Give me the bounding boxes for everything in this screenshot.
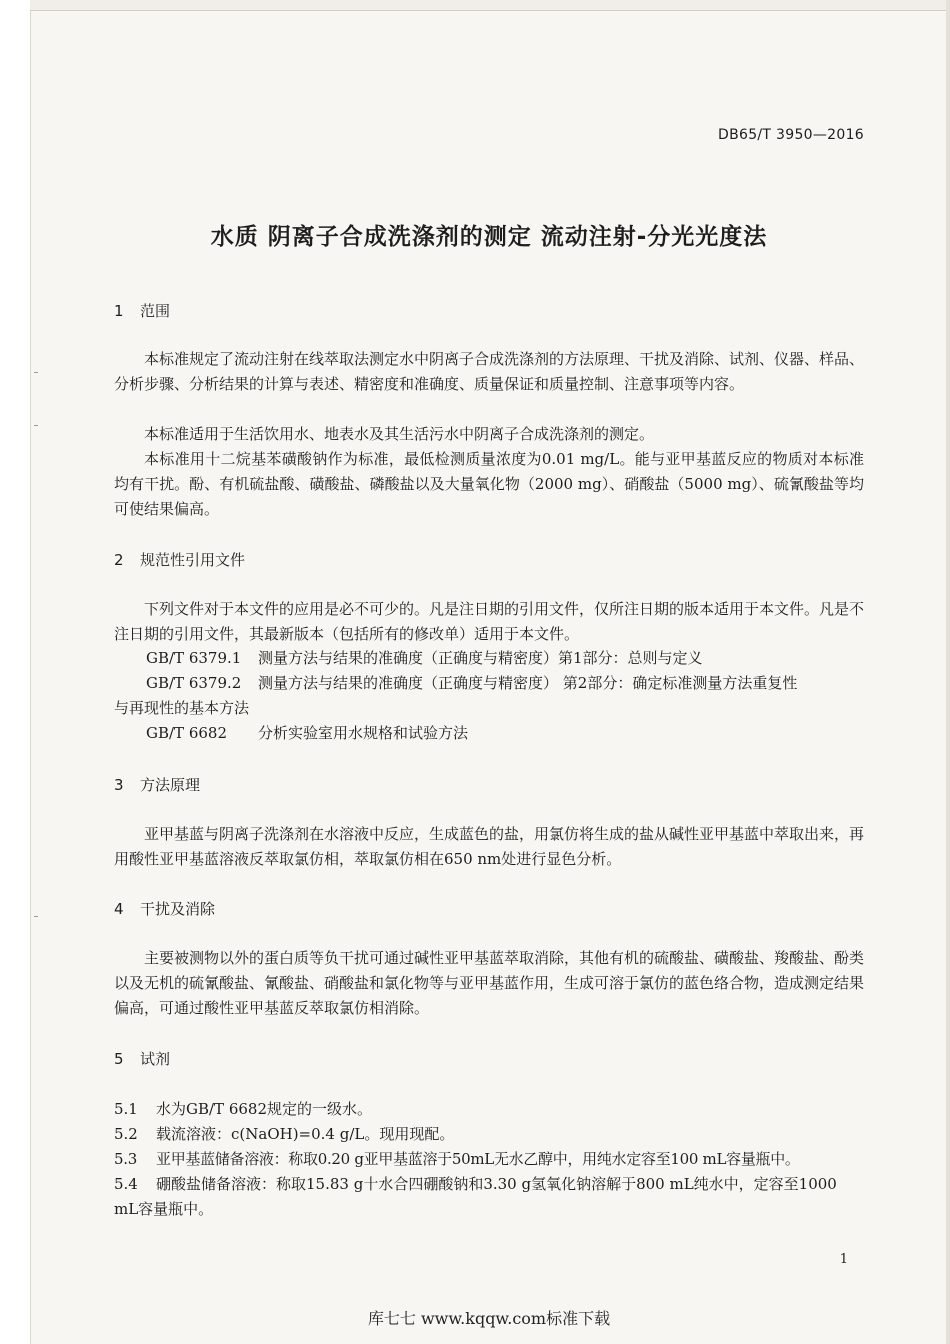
reagent-text: 水为GB/T 6682规定的一级水。 <box>156 1100 373 1118</box>
reagent-number: 5.4 <box>114 1175 138 1193</box>
reference-code: GB/T 6379.2 <box>146 674 242 692</box>
section-heading-reagents <box>114 1048 170 1069</box>
reagent-number: 5.1 <box>114 1100 138 1118</box>
section-heading-scope <box>114 300 170 321</box>
reference-item <box>146 646 703 671</box>
reference-item <box>146 721 468 746</box>
references-intro: 下列文件对于本文件的应用是必不可少的。凡是注日期的引用文件，仅所注日期的版本适用于本文件。凡是不注日期的引用文件，其最新版本（包括所有的修改单）适用于本文件。 <box>114 600 865 643</box>
section-number: 2 <box>114 551 124 569</box>
reference-item <box>146 671 797 696</box>
document-code: DB65/T 3950—2016 <box>718 127 864 143</box>
reagent-text: 亚甲基蓝储备溶液：称取0.20 g亚甲基蓝溶于50mL无水乙醇中，用纯水定容至100 mL容量瓶中。 <box>156 1150 800 1168</box>
principle-paragraph: 亚甲基蓝与阴离子洗涤剂在水溶液中反应，生成蓝色的盐，用氯仿将生成的盐从碱性亚甲基蓝中萃取出来，再用酸性亚甲基蓝溶液反萃取氯仿相，萃取氯仿相在650 nm处进行显色分析。 <box>114 825 865 868</box>
reagent-item <box>114 1097 864 1122</box>
reference-title-continued: 与再现性的基本方法 <box>114 699 250 717</box>
reagent-number: 5.2 <box>114 1125 138 1143</box>
scan-mark <box>34 916 38 917</box>
scope-paragraph: 本标准适用于生活饮用水、地表水及其生活污水中阴离子合成洗涤剂的测定。 <box>144 425 655 443</box>
section-heading-references <box>114 549 245 570</box>
reagent-text: 载流溶液：c(NaOH)=0.4 g/L。现用现配。 <box>156 1125 455 1143</box>
section-heading-principle <box>114 774 200 795</box>
reference-title: 分析实验室用水规格和试验方法 <box>258 724 469 742</box>
page-right-edge <box>946 0 950 1344</box>
reagent-item <box>114 1147 864 1172</box>
section-number: 4 <box>114 900 124 918</box>
scan-mark <box>34 425 38 426</box>
scope-paragraph: 本标准规定了流动注射在线萃取法测定水中阴离子合成洗涤剂的方法原理、干扰及消除、试剂、仪器、样品、分析步骤、分析结果的计算与表述、精密度和准确度、质量保证和质量控制、注意事项等内容。 <box>114 350 865 393</box>
section-title: 方法原理 <box>140 776 201 794</box>
page-top-edge <box>30 0 948 11</box>
reagent-item <box>114 1122 864 1147</box>
section-number: 3 <box>114 776 124 794</box>
reagent-item <box>114 1172 864 1222</box>
interference-paragraph: 主要被测物以外的蛋白质等负干扰可通过碱性亚甲基蓝萃取消除，其他有机的硫酸盐、磺酸盐、羧酸盐、酚类以及无机的硫氰酸盐、氰酸盐、硝酸盐和氯化物等与亚甲基蓝作用，生成可溶于氯仿的蓝色络合物，造成测定结果偏高，可通过酸性亚甲基蓝反萃取氯仿相消除。 <box>114 949 865 1017</box>
section-title: 范围 <box>140 302 171 320</box>
section-title: 试剂 <box>140 1050 171 1068</box>
document-title: 水质 阴离子合成洗涤剂的测定 流动注射-分光光度法 <box>210 224 768 250</box>
scope-paragraph: 本标准用十二烷基苯磺酸钠作为标准，最低检测质量浓度为0.01 mg/L。能与亚甲基蓝反应的物质对本标准均有干扰。酚、有机硫盐酸、磺酸盐、磷酸盐以及大量氧化物（2000 mg）、硝酸盐（5000 mg）、硫氰酸盐等均可使结果偏高。 <box>114 450 864 518</box>
section-title: 干扰及消除 <box>140 900 216 918</box>
section-number: 1 <box>114 302 124 320</box>
reference-code: GB/T 6379.1 <box>146 649 242 667</box>
section-heading-interference <box>114 898 215 919</box>
reagent-text: 硼酸盐储备溶液：称取15.83 g十水合四硼酸钠和3.30 g氢氧化钠溶解于800 mL纯水中，定容至1000 mL容量瓶中。 <box>114 1175 837 1218</box>
reference-code: GB/T 6682 <box>146 724 228 742</box>
page-number: 1 <box>839 1252 848 1267</box>
section-title: 规范性引用文件 <box>140 551 246 569</box>
reagent-number: 5.3 <box>114 1150 137 1168</box>
section-number: 5 <box>114 1050 124 1068</box>
reference-title: 测量方法与结果的准确度（正确度与精密度） 第2部分：确定标准测量方法重复性 <box>258 674 798 692</box>
footer-watermark: 库七七 www.kqqw.com标准下载 <box>367 1309 611 1328</box>
reference-title: 测量方法与结果的准确度（正确度与精密度）第1部分：总则与定义 <box>258 649 703 667</box>
scan-mark <box>34 372 38 373</box>
